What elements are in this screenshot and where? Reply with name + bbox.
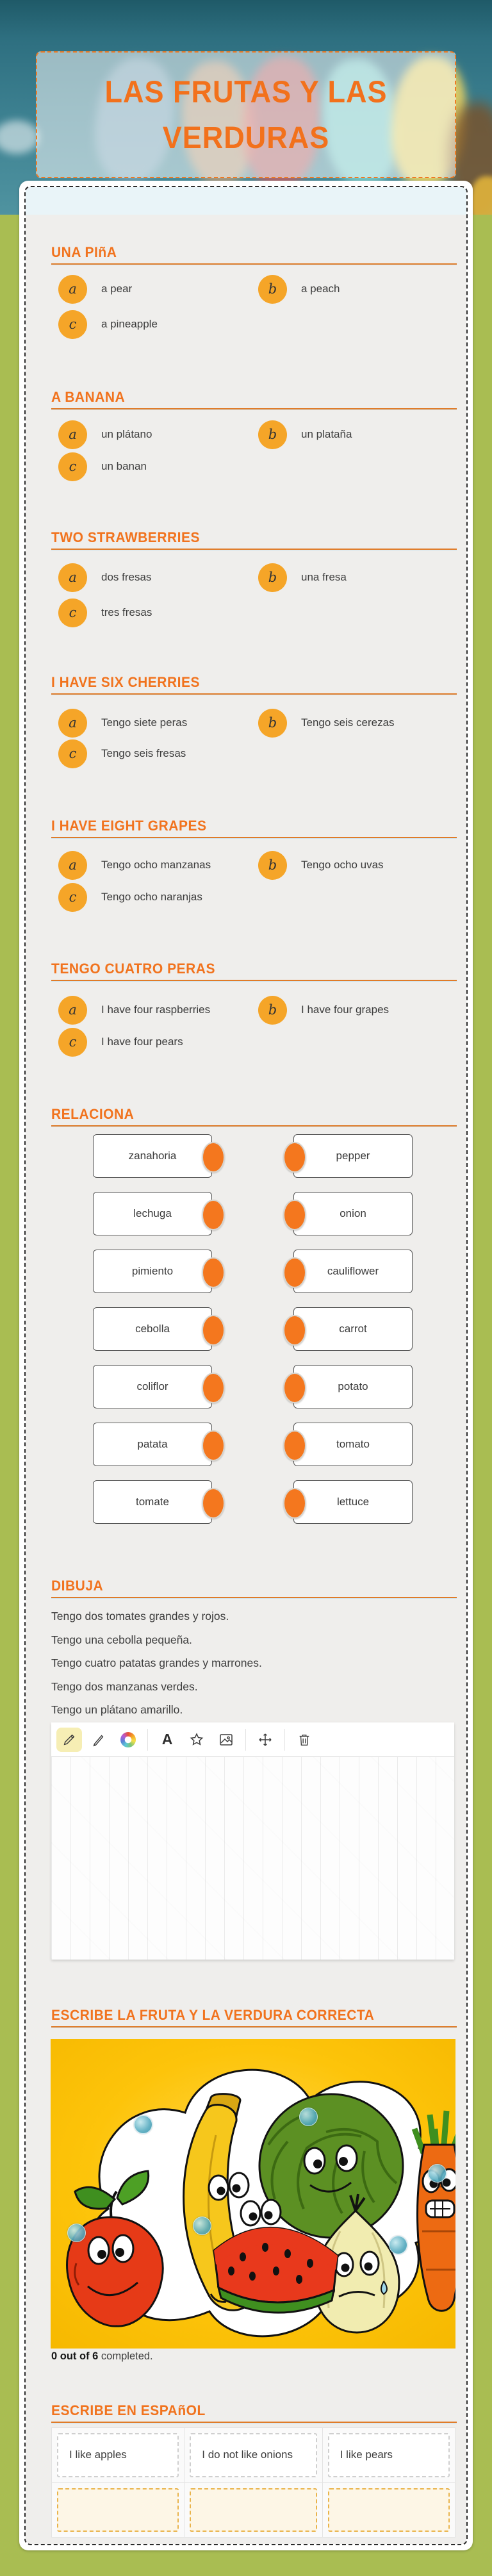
option-label: I have four pears <box>101 1036 183 1048</box>
draw-prompt-sentence: Tengo cuatro patatas grandes y marrones. <box>51 1656 262 1669</box>
option-label: dos fresas <box>101 571 152 583</box>
match-connector-left[interactable] <box>202 1430 225 1461</box>
option-letter-badge[interactable]: c <box>58 1028 87 1057</box>
option-letter-badge[interactable]: a <box>58 420 87 449</box>
draw-section-title: DIBUJA <box>51 1578 104 1594</box>
translate-section-title-underline <box>51 2422 457 2423</box>
translate-prompt: I like pears <box>328 2433 450 2477</box>
mc-option-4a[interactable] <box>58 708 187 738</box>
[object Object][interactable] <box>193 2217 211 2235</box>
option-letter-badge[interactable]: b <box>258 709 287 738</box>
match-connector-right[interactable] <box>283 1430 306 1461</box>
toolbar-divider <box>147 1729 148 1751</box>
worksheet-body <box>26 187 466 2544</box>
match-connector-left[interactable] <box>202 1488 225 1519</box>
match-right-box: lettuce <box>293 1480 413 1524</box>
match-left-box: patata <box>93 1423 212 1466</box>
mc-option-3c[interactable] <box>58 598 152 627</box>
mc-section-title-3-underline <box>51 549 457 550</box>
match-connector-right[interactable] <box>283 1257 306 1288</box>
option-letter-badge[interactable]: b <box>258 851 287 880</box>
mc-section-title-1-underline <box>51 263 457 265</box>
trash-tool-icon[interactable] <box>291 1728 317 1752</box>
option-letter-badge[interactable]: a <box>58 851 87 880</box>
mc-section-title-6: TENGO CUATRO PERAS <box>51 961 215 977</box>
drawing-widget <box>51 1722 454 1960</box>
option-label: Tengo siete peras <box>101 716 188 729</box>
mc-section-title-3: TWO STRAWBERRIES <box>51 530 200 546</box>
option-letter-badge[interactable]: b <box>258 420 287 449</box>
draw-prompt-sentence: Tengo una cebolla pequeña. <box>51 1633 192 1646</box>
translate-answer-cell <box>184 2483 322 2538</box>
draw-prompt-sentence: Tengo dos tomates grandes y rojos. <box>51 1610 229 1622</box>
translate-answer-input[interactable] <box>328 2488 450 2532</box>
match-connector-right[interactable] <box>283 1142 306 1173</box>
option-letter-badge[interactable]: c <box>58 452 87 481</box>
match-left-box: cebolla <box>93 1307 212 1351</box>
title-line-1: LAS FRUTAS Y LAS <box>104 74 388 110</box>
option-letter-badge[interactable]: a <box>58 709 87 738</box>
drawing-toolbar <box>51 1722 454 1757</box>
option-letter-badge[interactable]: a <box>58 563 87 592</box>
mc-option-4b[interactable] <box>258 708 395 738</box>
option-label: un plátano <box>101 428 152 440</box>
[object Object][interactable] <box>67 2224 86 2242</box>
match-right-box: carrot <box>293 1307 413 1351</box>
mc-option-2c[interactable] <box>58 452 147 481</box>
hotspot-progress: 0 out of 6 completed. <box>51 2350 153 2362</box>
translate-prompt-cell <box>52 2428 184 2482</box>
mc-option-5a[interactable] <box>58 850 211 880</box>
match-right-box: tomato <box>293 1423 413 1466</box>
mc-option-3a[interactable] <box>58 563 151 592</box>
mc-section-title-1: UNA PIñA <box>51 245 117 261</box>
drawing-canvas[interactable] <box>51 1757 454 1960</box>
option-letter-badge[interactable]: b <box>258 275 287 304</box>
match-right-box: pepper <box>293 1134 413 1178</box>
match-left-box: lechuga <box>93 1192 212 1235</box>
match-connector-left[interactable] <box>202 1200 225 1230</box>
mc-section-title-5: I HAVE EIGHT GRAPES <box>51 818 207 834</box>
mc-option-1c[interactable] <box>58 310 158 339</box>
option-letter-badge[interactable]: c <box>58 739 87 768</box>
mc-section-title-2-underline <box>51 408 457 409</box>
mc-option-5c[interactable] <box>58 882 202 912</box>
worksheet-card <box>19 181 473 2550</box>
mc-option-6c[interactable] <box>58 1027 183 1057</box>
[object Object][interactable] <box>389 2236 407 2254</box>
draw-prompt-sentence: Tengo dos manzanas verdes. <box>51 1680 198 1693</box>
option-label: a pineapple <box>101 318 158 330</box>
match-left-box: tomate <box>93 1480 212 1524</box>
mc-option-2b[interactable] <box>258 420 352 449</box>
option-label: Tengo seis cerezas <box>301 716 395 729</box>
option-letter-badge[interactable]: a <box>58 996 87 1025</box>
pen-tool-icon[interactable] <box>86 1728 111 1752</box>
match-section-title-underline <box>51 1125 457 1127</box>
star-tool-icon[interactable] <box>184 1728 209 1752</box>
match-left-box: coliflor <box>93 1365 212 1408</box>
mc-section-title-6-underline <box>51 980 457 981</box>
match-connector-right[interactable] <box>283 1488 306 1519</box>
match-left-box: zanahoria <box>93 1134 212 1178</box>
match-section-title: RELACIONA <box>51 1107 135 1123</box>
translate-table <box>51 2427 455 2538</box>
option-label: Tengo seis fresas <box>101 747 186 759</box>
cartoon-produce-illustration <box>51 2039 455 2349</box>
option-label: a peach <box>301 283 340 295</box>
mc-option-6b[interactable] <box>258 995 389 1025</box>
mc-section-title-2: A BANANA <box>51 390 126 406</box>
mc-option-5b[interactable] <box>258 850 384 880</box>
option-letter-badge[interactable]: b <box>258 996 287 1025</box>
match-right-box: cauliflower <box>293 1250 413 1293</box>
toolbar-divider <box>284 1729 285 1751</box>
mc-option-1b[interactable] <box>258 274 340 304</box>
move-tool-icon[interactable] <box>252 1728 278 1752</box>
match-right-box: onion <box>293 1192 413 1235</box>
option-label: un plataña <box>301 428 352 440</box>
match-connector-left[interactable] <box>202 1315 225 1346</box>
mc-section-title-5-underline <box>51 837 457 838</box>
option-label: I have four grapes <box>301 1003 390 1016</box>
mc-option-6a[interactable] <box>58 995 210 1025</box>
fruit-vegetable-image <box>51 2039 455 2349</box>
option-label: I have four raspberries <box>101 1003 211 1016</box>
option-letter-badge[interactable]: c <box>58 599 87 627</box>
[object Object][interactable] <box>134 2115 152 2134</box>
worksheet-title-card <box>36 51 456 178</box>
option-label: tres fresas <box>101 606 152 618</box>
match-connector-left[interactable] <box>202 1373 225 1403</box>
mc-section-title-4: I HAVE SIX CHERRIES <box>51 675 200 691</box>
translate-prompt-cell <box>323 2428 455 2482</box>
text-tool-icon[interactable]: A <box>154 1728 180 1752</box>
translate-answer-input[interactable] <box>190 2488 316 2532</box>
option-letter-badge[interactable]: b <box>258 563 287 592</box>
mc-option-1a[interactable] <box>58 274 132 304</box>
mc-option-2a[interactable] <box>58 420 152 449</box>
toolbar-divider <box>245 1729 246 1751</box>
mc-option-3b[interactable] <box>258 563 347 592</box>
match-connector-right[interactable] <box>283 1315 306 1346</box>
translate-prompt-cell <box>184 2428 322 2482</box>
option-label: Tengo ocho manzanas <box>101 859 211 871</box>
option-label: Tengo ocho uvas <box>301 859 384 871</box>
translate-prompt: I do not like onions <box>190 2433 316 2477</box>
option-label: una fresa <box>301 571 347 583</box>
image-tool-icon[interactable] <box>213 1728 239 1752</box>
option-letter-badge[interactable]: c <box>58 310 87 339</box>
option-letter-badge[interactable]: a <box>58 275 87 304</box>
translate-answer-cell <box>52 2483 184 2538</box>
hotspot-section-title-underline <box>51 2026 457 2027</box>
worksheet-title <box>104 69 387 161</box>
progress-count: 0 out of 6 <box>51 2350 99 2362</box>
option-label: un banan <box>101 460 147 472</box>
mc-section-title-4-underline <box>51 693 457 695</box>
match-connector-left[interactable] <box>202 1257 225 1288</box>
option-letter-badge[interactable]: c <box>58 883 87 912</box>
colors-tool-icon[interactable] <box>115 1728 141 1752</box>
draw-section-title-underline <box>51 1597 457 1598</box>
option-label: a pear <box>101 283 133 295</box>
translate-answer-cell <box>323 2483 455 2538</box>
match-connector-right[interactable] <box>283 1200 306 1230</box>
translate-section-title: ESCRIBE EN ESPAñOL <box>51 2403 206 2419</box>
[object Object][interactable] <box>299 2108 318 2126</box>
pencil-tool-icon[interactable] <box>56 1728 82 1752</box>
option-label: Tengo ocho naranjas <box>101 891 202 903</box>
mc-option-4c[interactable] <box>58 739 186 768</box>
draw-prompt-sentence: Tengo un plátano amarillo. <box>51 1703 183 1716</box>
match-connector-right[interactable] <box>283 1373 306 1403</box>
translate-answer-input[interactable] <box>57 2488 179 2532</box>
translate-prompt: I like apples <box>57 2433 179 2477</box>
hotspot-section-title: ESCRIBE LA FRUTA Y LA VERDURA CORRECTA <box>51 2008 375 2024</box>
match-connector-left[interactable] <box>202 1142 225 1173</box>
title-line-2: VERDURAS <box>162 119 330 155</box>
match-right-box: potato <box>293 1365 413 1408</box>
match-left-box: pimiento <box>93 1250 212 1293</box>
